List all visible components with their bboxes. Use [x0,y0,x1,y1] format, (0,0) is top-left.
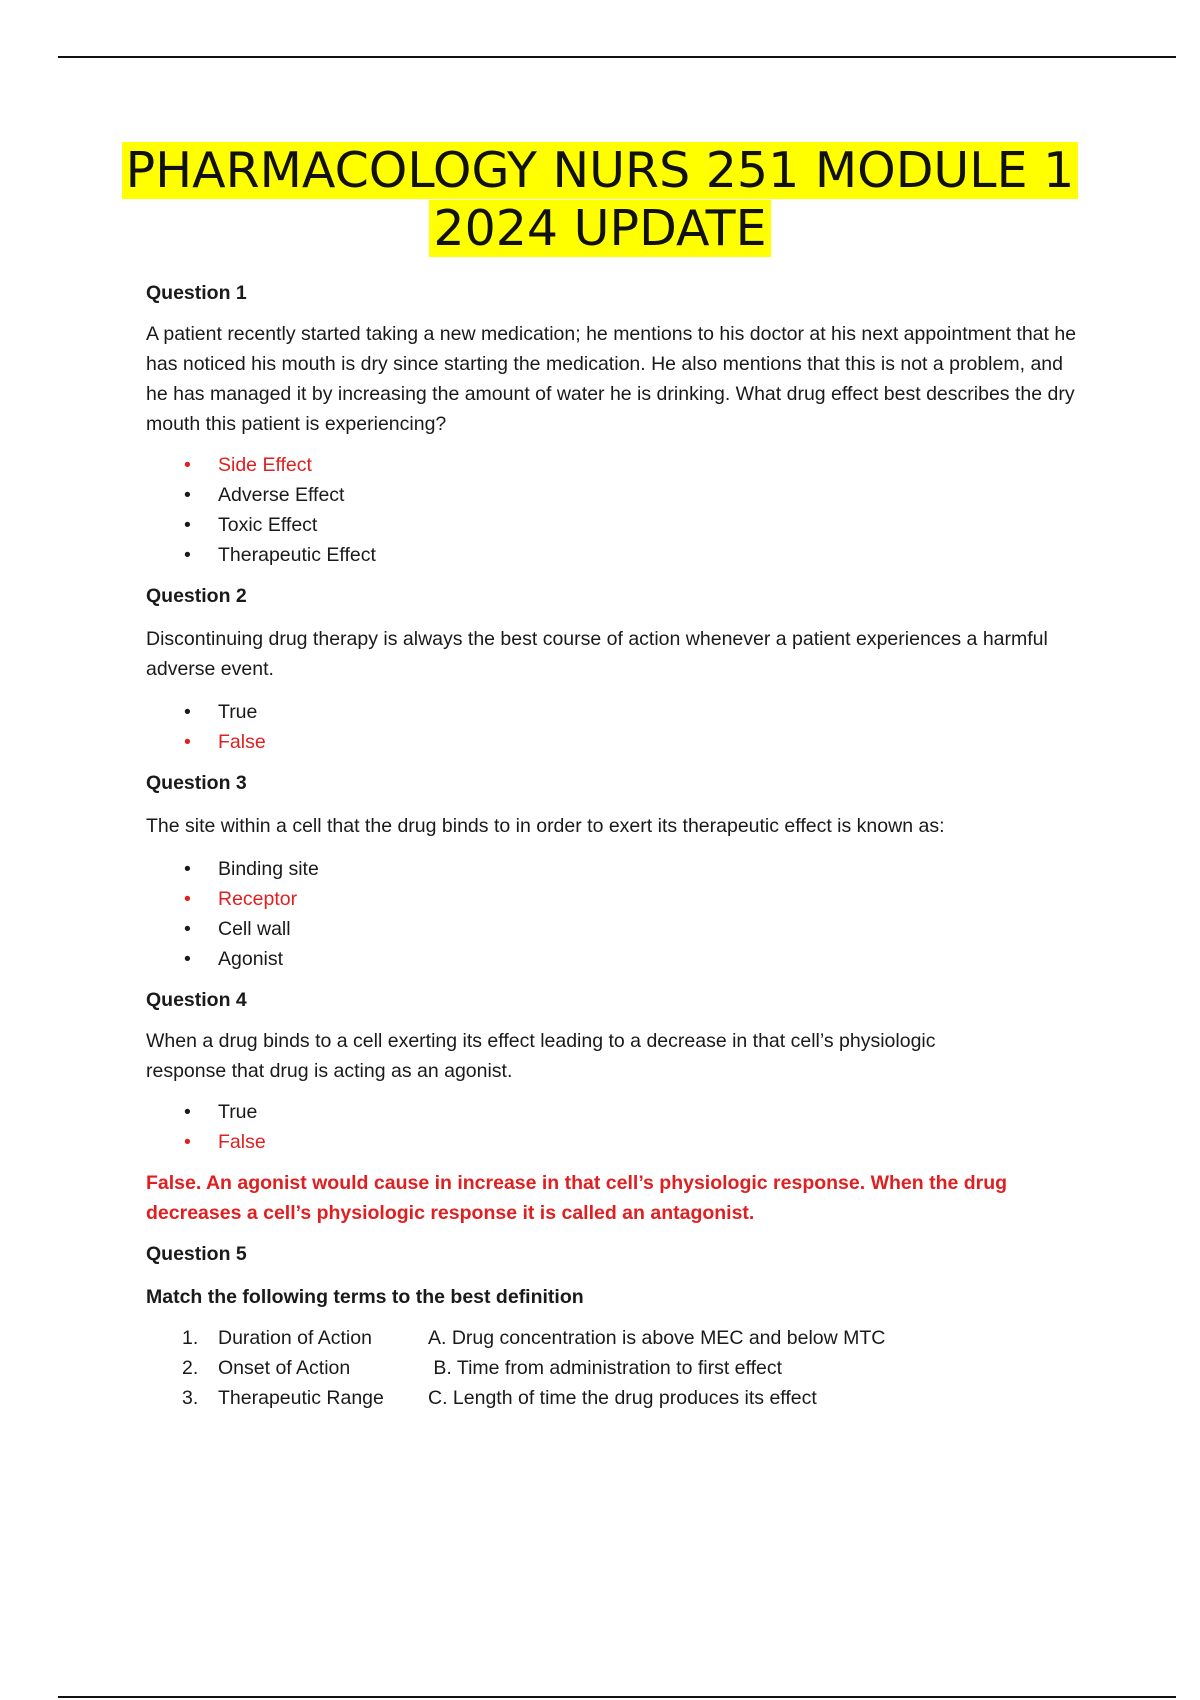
quiz-content [146,278,1086,1413]
question-5-instruction: Match the following terms to the best definition [146,1286,584,1308]
question-3-options [146,854,1086,974]
question-1-text: A patient recently started taking a new medication; he mentions to his doctor at his next appointment that he has noticed his mouth is dry since starting the medication. He also mentions that this is not a problem, and he has managed it by increasing the amount of water he is drinking. What drug effect best describes the dry mouth this patient is experiencing? [146,323,1077,435]
question-3-text: The site within a cell that the drug binds to in order to exert its therapeutic effect is known as: [146,815,945,837]
match-number: 2. [182,1357,199,1379]
question-4-heading: Question 4 [146,989,247,1011]
option-true: • True [146,1097,1086,1127]
question-4-text-line-1: When a drug binds to a cell exerting its effect leading to a decrease in that cell’s physiologic [146,1030,936,1052]
option-toxic-effect: • Toxic Effect [146,510,1086,540]
bottom-rule [58,1696,1176,1698]
question-2-text: Discontinuing drug therapy is always the best course of action whenever a patient experiences a harmful adverse event. [146,628,1048,680]
question-3-heading: Question 3 [146,772,247,794]
question-4-explanation-line-1: False. An agonist would cause in increase in that cell’s physiologic response. When the drug [146,1172,1008,1194]
title-line-2: 2024 UPDATE [429,200,770,257]
match-definition: C. Length of time the drug produces its effect [428,1387,817,1409]
option-true: • True [146,697,1086,727]
match-term: Duration of Action [218,1327,372,1349]
title-line-1: PHARMACOLOGY NURS 251 MODULE 1 [122,142,1079,199]
match-number: 1. [182,1327,199,1349]
option-receptor: • Receptor [146,884,1086,914]
question-4-explanation [146,1168,1086,1228]
option-agonist: • Agonist [146,944,1086,974]
match-definition: B. Time from administration to first effect [428,1357,783,1379]
top-rule [58,56,1176,58]
match-row [146,1353,1086,1383]
page-title [0,142,1200,258]
question-4-text [146,1026,1086,1086]
option-false: • False [146,727,1086,757]
match-row [146,1383,1086,1413]
option-side-effect: • Side Effect [146,450,1086,480]
match-term: Therapeutic Range [218,1387,384,1409]
question-4-explanation-line-2: decreases a cell’s physiologic response it is called an antagonist. [146,1202,755,1224]
match-number: 3. [182,1387,199,1409]
question-4-options [146,1097,1086,1157]
match-row [146,1323,1086,1353]
question-2-options [146,697,1086,757]
match-definition: A. Drug concentration is above MEC and below MTC [428,1327,886,1349]
question-2-heading: Question 2 [146,585,247,607]
option-adverse-effect: • Adverse Effect [146,480,1086,510]
question-1-options [146,450,1086,570]
matching-list [146,1323,1086,1413]
question-5-heading: Question 5 [146,1243,247,1265]
option-binding-site: • Binding site [146,854,1086,884]
question-1-heading: Question 1 [146,282,247,304]
option-false: • False [146,1127,1086,1157]
option-cell-wall: • Cell wall [146,914,1086,944]
question-4-text-line-2: response that drug is acting as an agonist. [146,1060,513,1082]
match-term: Onset of Action [218,1357,351,1379]
option-therapeutic-effect: • Therapeutic Effect [146,540,1086,570]
